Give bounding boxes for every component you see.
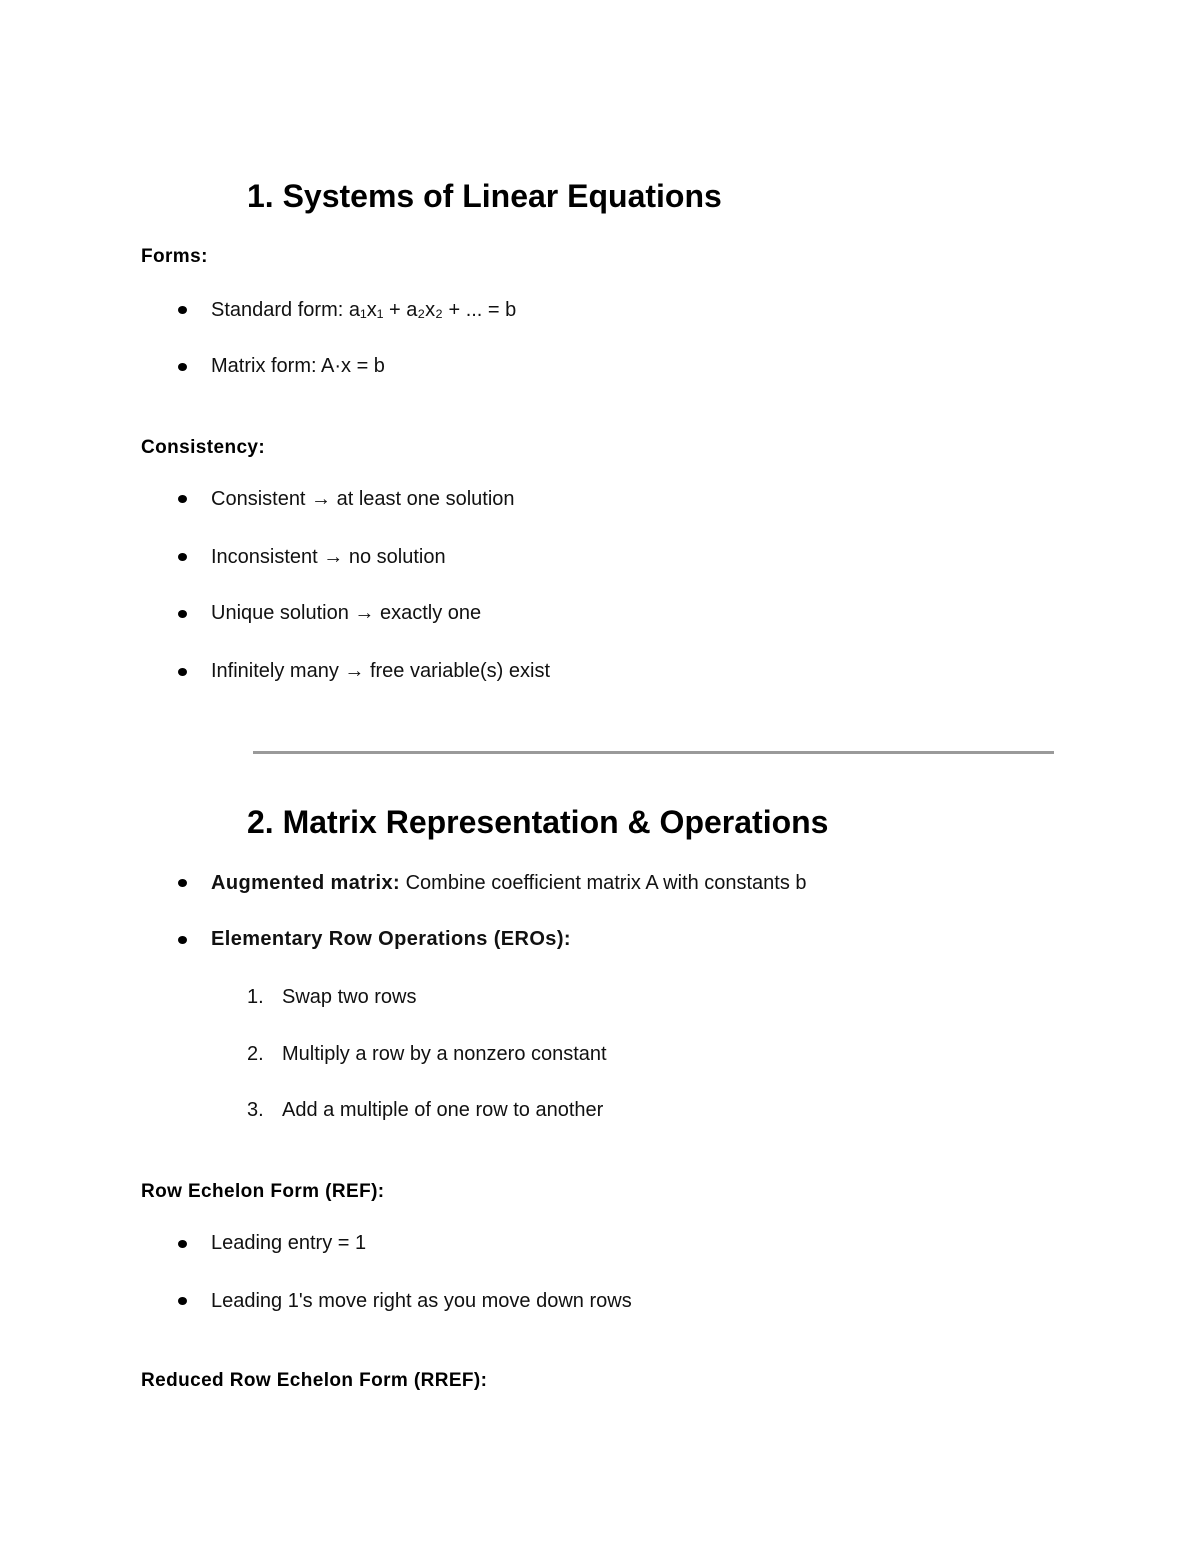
rref-label: Reduced Row Echelon Form (RREF): xyxy=(141,1370,488,1391)
bullet-icon xyxy=(178,363,187,371)
list-item: Infinitely many → free variable(s) exist xyxy=(211,660,551,682)
term-description: Combine coefficient matrix A with constants b xyxy=(400,872,807,894)
list-item: Unique solution → exactly one xyxy=(211,602,482,624)
section-2-heading: 2. Matrix Representation & Operations xyxy=(247,804,829,840)
bullet-icon xyxy=(178,1297,187,1305)
list-item-augmented-matrix xyxy=(211,870,807,896)
ordered-number: 3. xyxy=(247,1099,264,1121)
forms-label: Forms: xyxy=(141,246,208,267)
list-item: Inconsistent → no solution xyxy=(211,546,446,568)
bullet-icon xyxy=(178,668,187,676)
list-item: Leading entry = 1 xyxy=(211,1232,367,1254)
bullet-icon xyxy=(178,495,187,503)
ordered-item: Add a multiple of one row to another xyxy=(282,1099,604,1121)
list-item: Consistent → at least one solution xyxy=(211,488,515,510)
section-1-heading: 1. Systems of Linear Equations xyxy=(247,178,722,214)
consistency-label: Consistency: xyxy=(141,437,266,458)
bullet-icon xyxy=(178,610,187,618)
bullet-icon xyxy=(178,936,187,944)
ordered-item: Multiply a row by a nonzero constant xyxy=(282,1043,607,1065)
list-item-eros xyxy=(211,926,571,952)
list-item: Standard form: a₁x₁ + a₂x₂ + ... = b xyxy=(211,299,517,321)
horizontal-divider xyxy=(253,751,1054,754)
ordered-number: 2. xyxy=(247,1043,264,1065)
bullet-icon xyxy=(178,879,187,887)
term-label: Elementary Row Operations (EROs): xyxy=(211,928,571,950)
bullet-icon xyxy=(178,1240,187,1248)
bullet-icon xyxy=(178,306,187,314)
bullet-icon xyxy=(178,553,187,561)
ordered-number: 1. xyxy=(247,986,264,1008)
ordered-item: Swap two rows xyxy=(282,986,417,1008)
term-label: Augmented matrix: xyxy=(211,872,401,894)
list-item: Matrix form: A·x = b xyxy=(211,355,385,377)
ref-label: Row Echelon Form (REF): xyxy=(141,1181,385,1202)
list-item: Leading 1's move right as you move down rows xyxy=(211,1290,632,1312)
